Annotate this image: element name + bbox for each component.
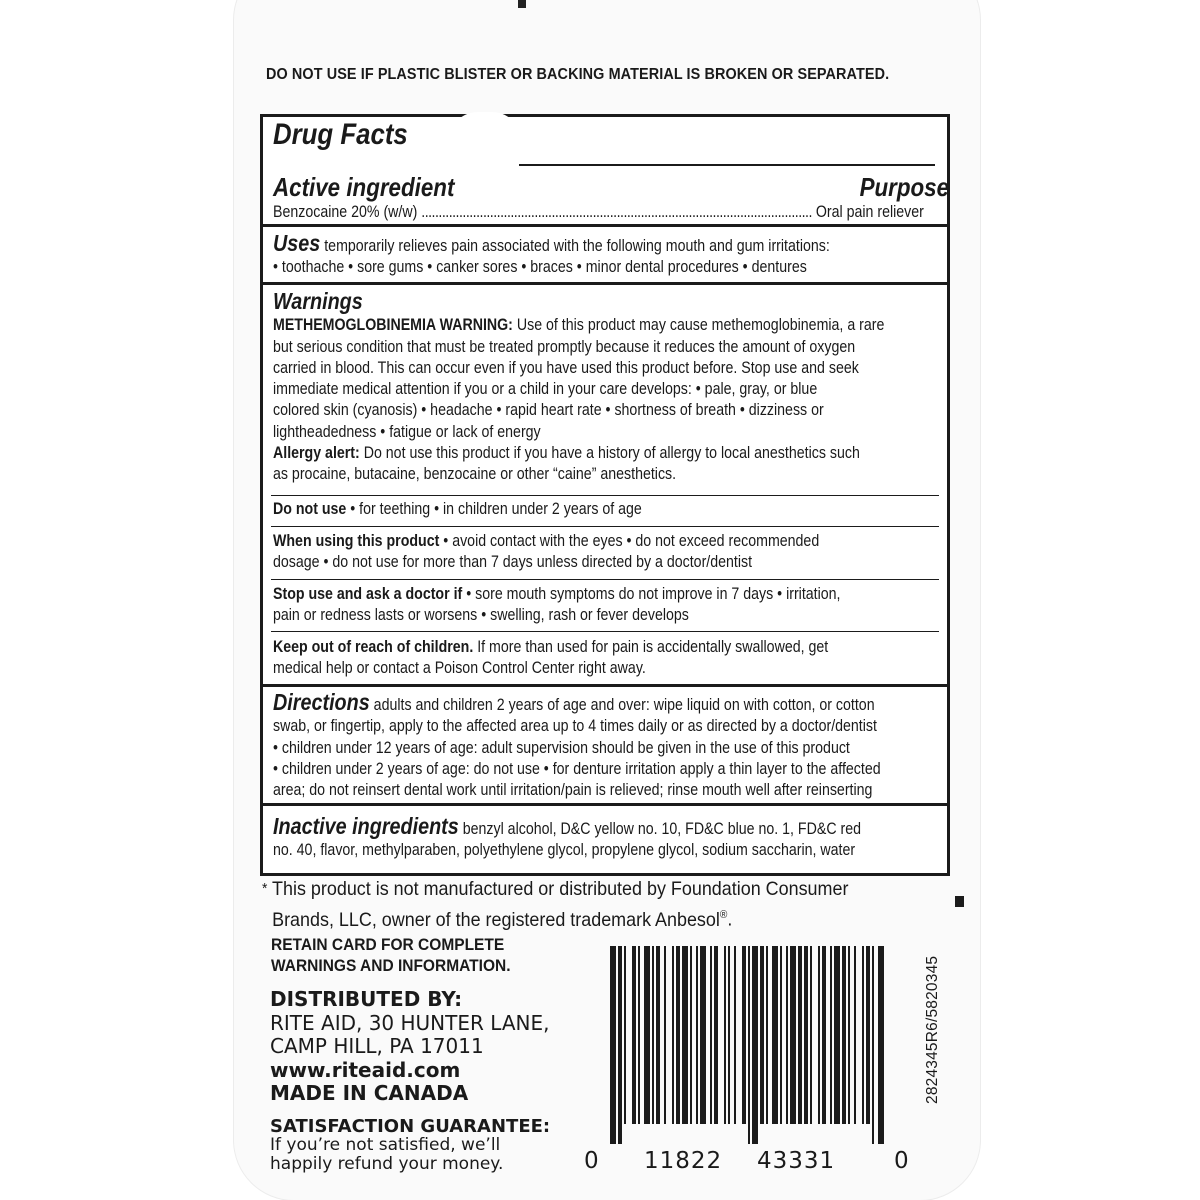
barcode-bar: [780, 946, 782, 1124]
made-in-text: MADE IN CANADA: [270, 1081, 469, 1105]
barcode-right-digit: 0: [894, 1148, 910, 1174]
active-ingredient-row: [263, 202, 947, 223]
website-text: www.riteaid.com: [270, 1057, 461, 1082]
do-not-use-label: Do not use: [273, 500, 347, 518]
keep-out-section: [263, 637, 947, 680]
section-divider: [263, 684, 947, 687]
inactive-line: benzyl alcohol, D&C yellow no. 10, FD&C blue no. 1, FD&C red: [462, 820, 862, 838]
directions-line: area; do not reinsert dental work until irritation/pain is relieved; rinse mouth well after reinserting: [273, 781, 873, 800]
stop-use-line: pain or redness lasts or worsens • swelling, rash or fever develops: [273, 606, 689, 625]
barcode-bar: [676, 946, 680, 1124]
hang-hole-mark: [518, 0, 526, 8]
barcode-bar: [760, 946, 764, 1124]
barcode-bar: [798, 946, 802, 1124]
keep-out-line: medical help or contact a Poison Control Center right away.: [273, 659, 646, 678]
barcode-bar: [834, 946, 840, 1124]
uses-list: • toothache • sore gums • canker sores • braces • minor dental procedures • dentures: [273, 258, 807, 277]
upc-barcode: [608, 946, 900, 1144]
barcode-bar: [656, 946, 660, 1124]
barcode-bar: [664, 946, 666, 1124]
directions-heading: Directions: [273, 689, 370, 715]
footnote-line-2: Brands, LLC, owner of the registered trademark Anbesol: [272, 908, 720, 931]
barcode-bar: [618, 946, 622, 1144]
allergy-alert-label: Allergy alert:: [273, 444, 360, 463]
barcode-bar: [878, 946, 884, 1144]
barcode-bar: [696, 946, 698, 1124]
warning-line: carried in blood. This can occur even if you have used this product before. Stop use and seek: [273, 358, 859, 377]
directions-line: • children under 12 years of age: adult supervision should be given in the use of this product: [273, 738, 850, 757]
guarantee-line-2: happily refund your money.: [270, 1154, 504, 1174]
inactive-ingredients-section: [263, 813, 947, 862]
barcode-bar: [804, 946, 808, 1124]
warning-line: colored skin (cyanosis) • headache • rapid heart rate • shortness of breath • dizziness or: [273, 401, 824, 420]
stop-use-label: Stop use and ask a doctor if: [273, 585, 463, 603]
barcode-bar: [866, 946, 870, 1124]
product-code: 2824345R6/5820345: [924, 955, 941, 1104]
barcode-bar: [752, 946, 758, 1144]
barcode-bar: [862, 946, 864, 1124]
warning-line: immediate medical attention if you or a child in your care develops: • pale, gray, or blue: [273, 380, 818, 399]
warning-line: lightheadedness • fatigue or lack of energy: [273, 422, 541, 441]
footnote-line-1: This product is not manufactured or distributed by Foundation Consumer: [272, 878, 849, 900]
when-using-section: [263, 531, 947, 574]
barcode-bar: [724, 946, 726, 1124]
barcode-bar: [734, 946, 736, 1124]
barcode-bar: [818, 946, 820, 1124]
retain-card-notice: [271, 935, 511, 977]
barcode-bar: [700, 946, 706, 1124]
do-not-use-text: • for teething • in children under 2 years of age: [350, 500, 642, 518]
footnote-star: *: [262, 880, 268, 897]
stop-use-section: [263, 584, 947, 627]
when-using-line: dosage • do not use for more than 7 days unless directed by a doctor/dentist: [273, 553, 753, 572]
guarantee-block: [270, 1117, 550, 1174]
warnings-heading: Warnings: [273, 288, 363, 314]
barcode-bar: [728, 946, 730, 1124]
barcode-bar: [830, 946, 832, 1124]
barcode-bar: [610, 946, 616, 1144]
allergy-line: as procaine, butacaine, benzocaine or other “caine” anesthetics.: [273, 465, 677, 484]
distributor-block: [270, 988, 550, 1106]
trademark-footnote: [262, 876, 906, 933]
barcode-bar: [644, 946, 650, 1124]
distributor-heading: DISTRIBUTED BY:: [270, 987, 463, 1011]
purpose-heading: Purpose: [859, 172, 949, 202]
subsection-divider: [271, 631, 939, 632]
methemoglobinemia-label: METHEMOGLOBINEMIA WARNING:: [273, 316, 513, 335]
barcode-bar: [790, 946, 796, 1124]
registered-mark: ®: [719, 909, 728, 921]
keep-out-line: If more than used for pain is accidentally swallowed, get: [477, 638, 829, 656]
guarantee-line-1: If you’re not satisfied, we’ll: [270, 1135, 501, 1155]
warning-line: Use of this product may cause methemoglobinemia, a rare: [516, 316, 885, 335]
barcode-left-digit: 0: [584, 1148, 600, 1174]
barcode-bar: [772, 946, 778, 1124]
subsection-divider: [271, 495, 939, 496]
barcode-bar: [766, 946, 768, 1124]
directions-line: swab, or fingertip, apply to the affected area up to 4 times daily or as directed by a doctor/dentist: [273, 717, 877, 736]
leader-dots: ..................................................................................................................: [421, 203, 812, 221]
barcode-bar: [872, 946, 874, 1144]
print-void: [452, 112, 518, 166]
distributor-address-2: CAMP HILL, PA 17011: [270, 1034, 484, 1058]
barcode-bar: [638, 946, 640, 1124]
retain-line: RETAIN CARD FOR COMPLETE: [271, 936, 505, 954]
barcode-bar: [710, 946, 712, 1124]
barcode-bar: [848, 946, 850, 1124]
inactive-ingredients-heading: Inactive ingredients: [273, 813, 459, 839]
barcode-bar: [786, 946, 788, 1124]
barcode-bar: [682, 946, 688, 1124]
allergy-line: Do not use this product if you have a history of allergy to local anesthetics such: [363, 444, 860, 463]
subsection-divider: [271, 526, 939, 527]
barcode-bar: [672, 946, 674, 1124]
barcode-bar: [748, 946, 750, 1144]
barcode-bar: [742, 946, 746, 1124]
registration-mark: [955, 896, 964, 907]
barcode-bar: [624, 946, 626, 1124]
barcode-group-1: 11822: [644, 1148, 723, 1174]
section-divider: [263, 224, 947, 227]
uses-heading: Uses: [273, 230, 321, 256]
warnings-section: [263, 288, 947, 486]
barcode-bar: [690, 946, 692, 1124]
tamper-warning: DO NOT USE IF PLASTIC BLISTER OR BACKING MATERIAL IS BROKEN OR SEPARATED.: [266, 66, 890, 83]
footnote-end: .: [727, 908, 733, 931]
barcode-bar: [632, 946, 636, 1124]
inactive-line: no. 40, flavor, methylparaben, polyethylene glycol, propylene glycol, sodium saccharin, water: [273, 841, 856, 860]
keep-out-label: Keep out of reach of children.: [273, 638, 474, 656]
barcode-bar: [810, 946, 812, 1124]
directions-line: • children under 2 years of age: do not use • for denture irritation apply a thin layer to the affected: [273, 759, 881, 778]
guarantee-heading: SATISFACTION GUARANTEE:: [270, 1116, 551, 1137]
uses-section: [263, 230, 947, 279]
drug-facts-title: Drug Facts: [273, 118, 408, 151]
stop-use-line: • sore mouth symptoms do not improve in 7 days • irritation,: [466, 585, 841, 603]
retain-line: WARNINGS AND INFORMATION.: [271, 957, 511, 975]
section-divider: [263, 282, 947, 285]
directions-section: [263, 689, 947, 801]
barcode-group-2: 43331: [757, 1148, 836, 1174]
active-ingredient-heading: Active ingredient: [273, 172, 455, 202]
barcode-bar: [842, 946, 846, 1124]
uses-text: temporarily relieves pain associated with the following mouth and gum irritations:: [324, 237, 830, 255]
barcode-bar: [714, 946, 718, 1124]
section-divider: [263, 803, 947, 806]
active-ingredient: Benzocaine 20% (w/w): [273, 203, 418, 221]
active-ingredient-section: [263, 173, 947, 201]
directions-line: adults and children 2 years of age and over: wipe liquid on with cotton, or cotton: [373, 696, 875, 714]
title-rule: [519, 164, 935, 166]
purpose-text: Oral pain reliever: [815, 203, 924, 221]
barcode-bar: [822, 946, 826, 1124]
subsection-divider: [271, 579, 939, 580]
barcode-bar: [652, 946, 654, 1124]
do-not-use-section: [263, 499, 947, 520]
when-using-line: • avoid contact with the eyes • do not exceed recommended: [443, 532, 820, 550]
distributor-address-1: RITE AID, 30 HUNTER LANE,: [270, 1010, 550, 1035]
when-using-label: When using this product: [273, 532, 440, 550]
drug-facts-title-row: [263, 118, 947, 151]
barcode-bar: [854, 946, 856, 1124]
warning-line: but serious condition that must be treated promptly because it reduces the amount of oxygen: [273, 337, 856, 356]
drug-facts-panel: [260, 114, 950, 876]
